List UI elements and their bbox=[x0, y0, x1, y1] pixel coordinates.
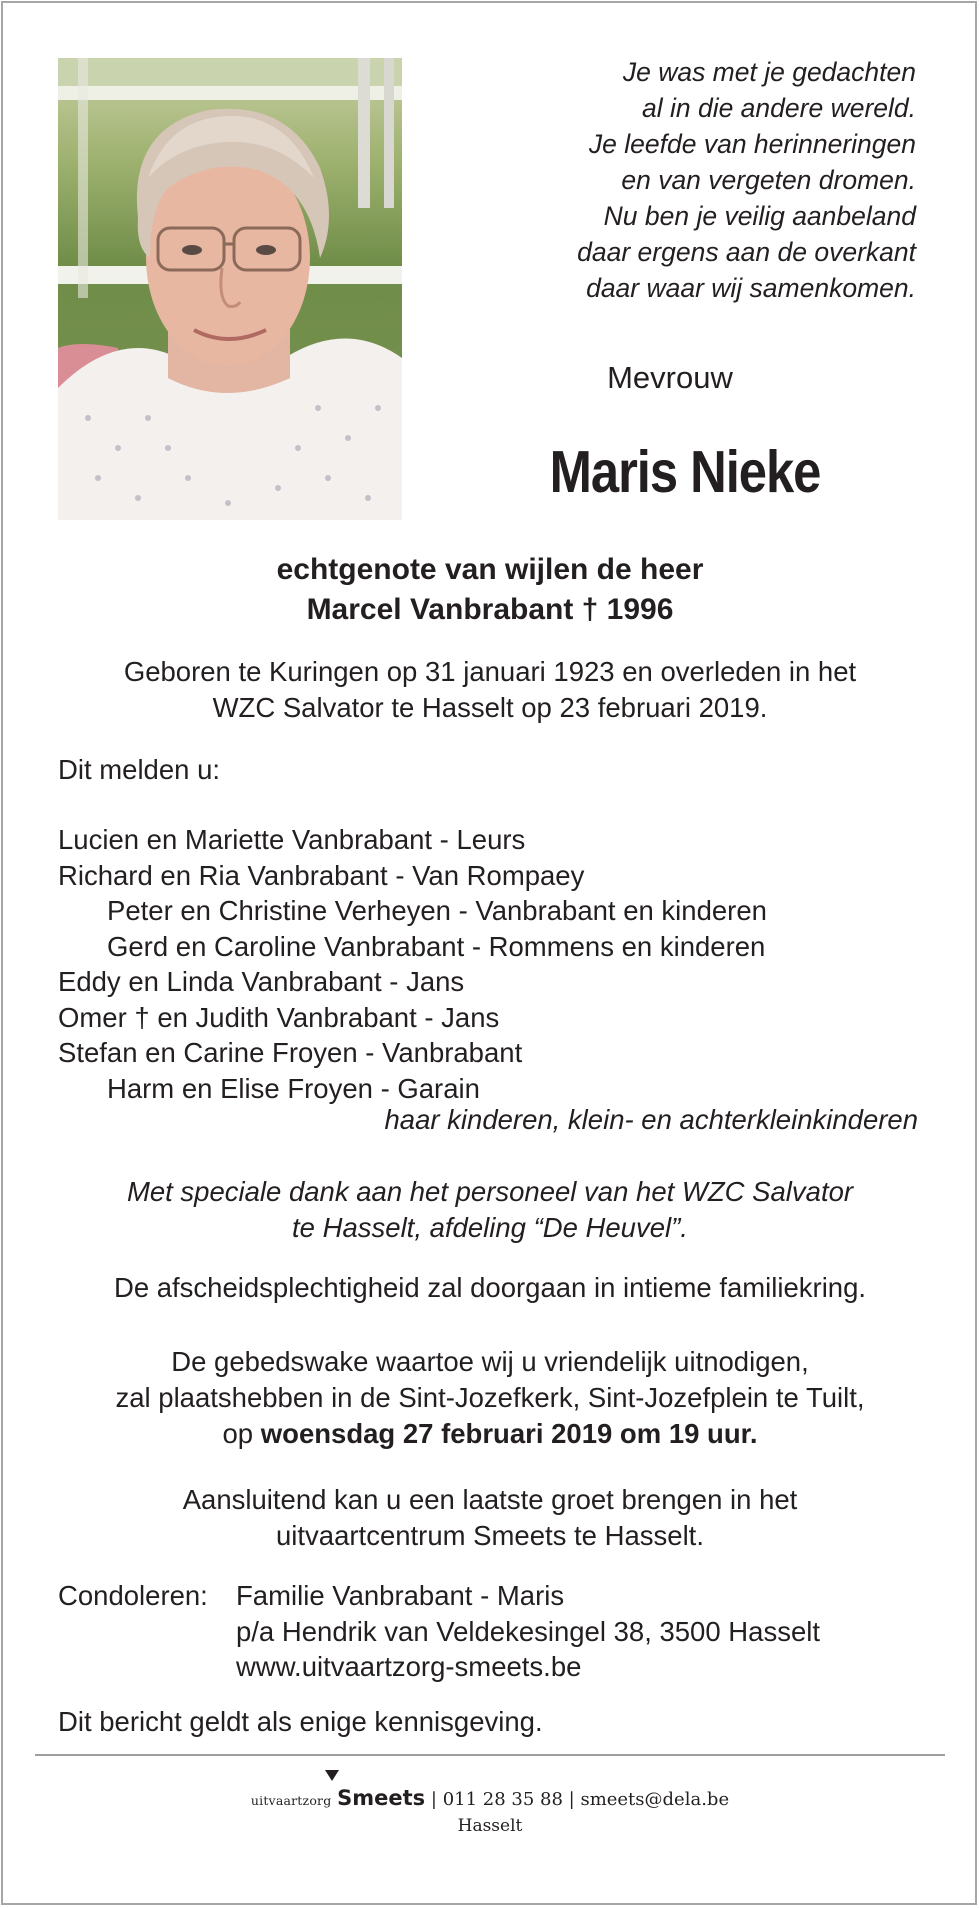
vigil-line: zal plaatshebben in de Sint-Jozefkerk, Sint-Jozefplein te Tuilt, bbox=[115, 1382, 865, 1413]
portrait-illustration bbox=[58, 58, 402, 520]
portrait-photo bbox=[58, 58, 402, 520]
brand-small: uitvaartzorg bbox=[250, 1793, 332, 1808]
spouse-line: echtgenote van wijlen de heer bbox=[276, 553, 704, 586]
deceased-name: Maris Nieke bbox=[549, 439, 821, 505]
vigil-info bbox=[40, 1344, 940, 1452]
family-signoff: haar kinderen, klein- en achterkleinkinderen bbox=[384, 1104, 918, 1135]
poem-line: Je leefde van herinneringen bbox=[588, 129, 916, 159]
thanks-line: Met speciale dank aan het personeel van het WZC Salvator bbox=[126, 1176, 854, 1207]
poem-line: Je was met je gedachten bbox=[622, 57, 916, 87]
poem-line: al in die andere wereld. bbox=[641, 93, 916, 123]
vigil-prefix: op bbox=[222, 1418, 261, 1449]
divider bbox=[35, 1754, 945, 1756]
family-line: Peter en Christine Verheyen - Vanbrabant en kinderen bbox=[107, 895, 767, 926]
salutation: Mevrouw bbox=[607, 360, 733, 395]
spouse-line: Marcel Vanbrabant † 1996 bbox=[306, 593, 674, 626]
poem-line: Nu ben je veilig aanbeland bbox=[603, 201, 916, 231]
family-line: Lucien en Mariette Vanbrabant - Leurs bbox=[58, 824, 526, 855]
footer-city: Hasselt bbox=[457, 1816, 523, 1836]
footer-contact: | 011 28 35 88 | smeets@dela.be bbox=[430, 1789, 730, 1810]
last-greeting bbox=[40, 1482, 940, 1554]
announce-intro: Dit melden u: bbox=[58, 754, 221, 785]
birth-death-info bbox=[40, 654, 940, 726]
footer bbox=[0, 1786, 980, 1836]
poem-line: en van vergeten dromen. bbox=[621, 165, 916, 195]
brand-name: Smeets bbox=[337, 1786, 426, 1810]
family-line: Richard en Ria Vanbrabant - Van Rompaey bbox=[58, 859, 585, 891]
family-line: Eddy en Linda Vanbrabant - Jans bbox=[58, 966, 465, 997]
vigil-date: woensdag 27 februari 2019 om 19 uur. bbox=[260, 1418, 758, 1449]
farewell-text: De afscheidsplechtigheid zal doorgaan in intieme familiekring. bbox=[113, 1272, 867, 1303]
spouse-info bbox=[40, 550, 940, 630]
condolences-line: Familie Vanbrabant - Maris bbox=[236, 1580, 565, 1611]
family-line: Gerd en Caroline Vanbrabant - Rommens en kinderen bbox=[107, 930, 766, 962]
brand-logo bbox=[337, 1786, 425, 1810]
condolences bbox=[58, 1578, 820, 1685]
poem bbox=[476, 54, 916, 306]
family-line: Harm en Elise Froyen - Garain bbox=[107, 1072, 480, 1104]
family-line: Stefan en Carine Froyen - Vanbrabant bbox=[58, 1037, 523, 1068]
notice-text: Dit bericht geldt als enige kennisgeving. bbox=[58, 1706, 543, 1737]
birth-death-line: Geboren te Kuringen op 31 januari 1923 en overleden in het bbox=[123, 656, 857, 687]
condolences-label: Condoleren: bbox=[58, 1580, 208, 1611]
poem-line: daar waar wij samenkomen. bbox=[586, 273, 916, 303]
birth-death-line: WZC Salvator te Hasselt op 23 februari 2019. bbox=[212, 692, 768, 723]
family-line: Omer † en Judith Vanbrabant - Jans bbox=[58, 1001, 500, 1033]
last-greeting-line: uitvaartcentrum Smeets te Hasselt. bbox=[276, 1520, 704, 1551]
poem-line: daar ergens aan de overkant bbox=[577, 237, 916, 267]
last-greeting-line: Aansluitend kan u een laatste groet brengen in het bbox=[182, 1484, 798, 1515]
thanks bbox=[40, 1174, 940, 1246]
vigil-line: De gebedswake waartoe wij u vriendelijk uitnodigen, bbox=[171, 1346, 809, 1377]
family-list bbox=[58, 822, 767, 1106]
thanks-line: te Hasselt, afdeling “De Heuvel”. bbox=[292, 1212, 688, 1243]
brand-triangle-icon bbox=[325, 1770, 339, 1781]
condolences-line: p/a Hendrik van Veldekesingel 38, 3500 Hasselt bbox=[236, 1615, 820, 1647]
condolences-website: www.uitvaartzorg-smeets.be bbox=[236, 1651, 582, 1682]
vigil-line bbox=[40, 1416, 940, 1452]
